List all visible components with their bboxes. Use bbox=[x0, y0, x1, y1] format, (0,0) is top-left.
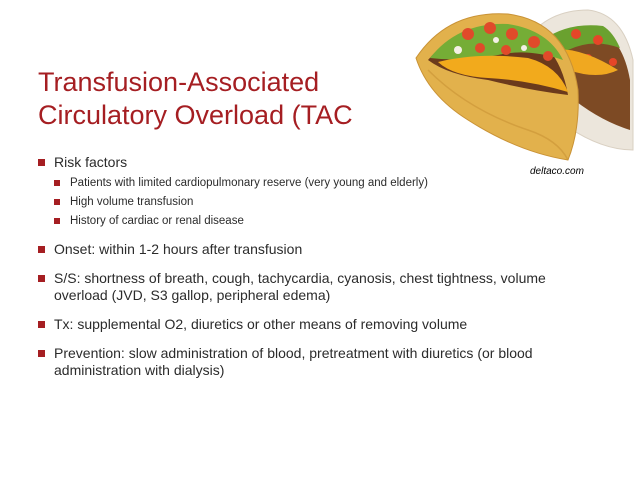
title-line-2: Circulatory Overload (TAC bbox=[38, 100, 353, 130]
bullet-text: Risk factors bbox=[54, 154, 128, 170]
taco-photo bbox=[408, 0, 638, 170]
square-bullet-icon bbox=[54, 218, 60, 224]
sub-bullet-text: Patients with limited cardiopulmonary reserve (very young and elderly) bbox=[70, 177, 428, 189]
square-bullet-icon bbox=[54, 180, 60, 186]
bullet-list bbox=[38, 154, 598, 391]
image-credit: deltaco.com bbox=[530, 166, 584, 177]
bullet-onset bbox=[38, 241, 598, 258]
sub-bullet-text: High volume transfusion bbox=[70, 196, 194, 208]
title-line-1: Transfusion-Associated bbox=[38, 67, 320, 97]
bullet-text: Tx: supplemental O2, diuretics or other means of removing volume bbox=[54, 316, 468, 332]
bullet-prevention bbox=[38, 345, 598, 379]
bullet-text: Prevention: slow administration of blood, pretreatment with diuretics (or blood administration with dialysis) bbox=[54, 345, 533, 378]
bullet-risk-factors bbox=[38, 154, 598, 229]
square-bullet-icon bbox=[38, 321, 45, 328]
bullet-text: S/S: shortness of breath, cough, tachycardia, cyanosis, chest tightness, volume overload (JVD, S3 gallop, peripheral edema) bbox=[54, 270, 546, 303]
bullet-treatment bbox=[38, 316, 598, 333]
sub-bullet-text: History of cardiac or renal disease bbox=[70, 215, 244, 227]
square-bullet-icon bbox=[38, 350, 45, 357]
bullet-signs-symptoms bbox=[38, 270, 598, 304]
sub-bullet-list bbox=[54, 176, 598, 229]
square-bullet-icon bbox=[38, 159, 45, 166]
taco-illustration bbox=[408, 0, 638, 170]
bullet-text: Onset: within 1-2 hours after transfusion bbox=[54, 241, 303, 257]
square-bullet-icon bbox=[38, 246, 45, 253]
square-bullet-icon bbox=[38, 275, 45, 282]
sub-bullet bbox=[54, 195, 598, 210]
sub-bullet bbox=[54, 176, 598, 191]
square-bullet-icon bbox=[54, 199, 60, 205]
sub-bullet bbox=[54, 214, 598, 229]
slide-title bbox=[38, 66, 418, 132]
